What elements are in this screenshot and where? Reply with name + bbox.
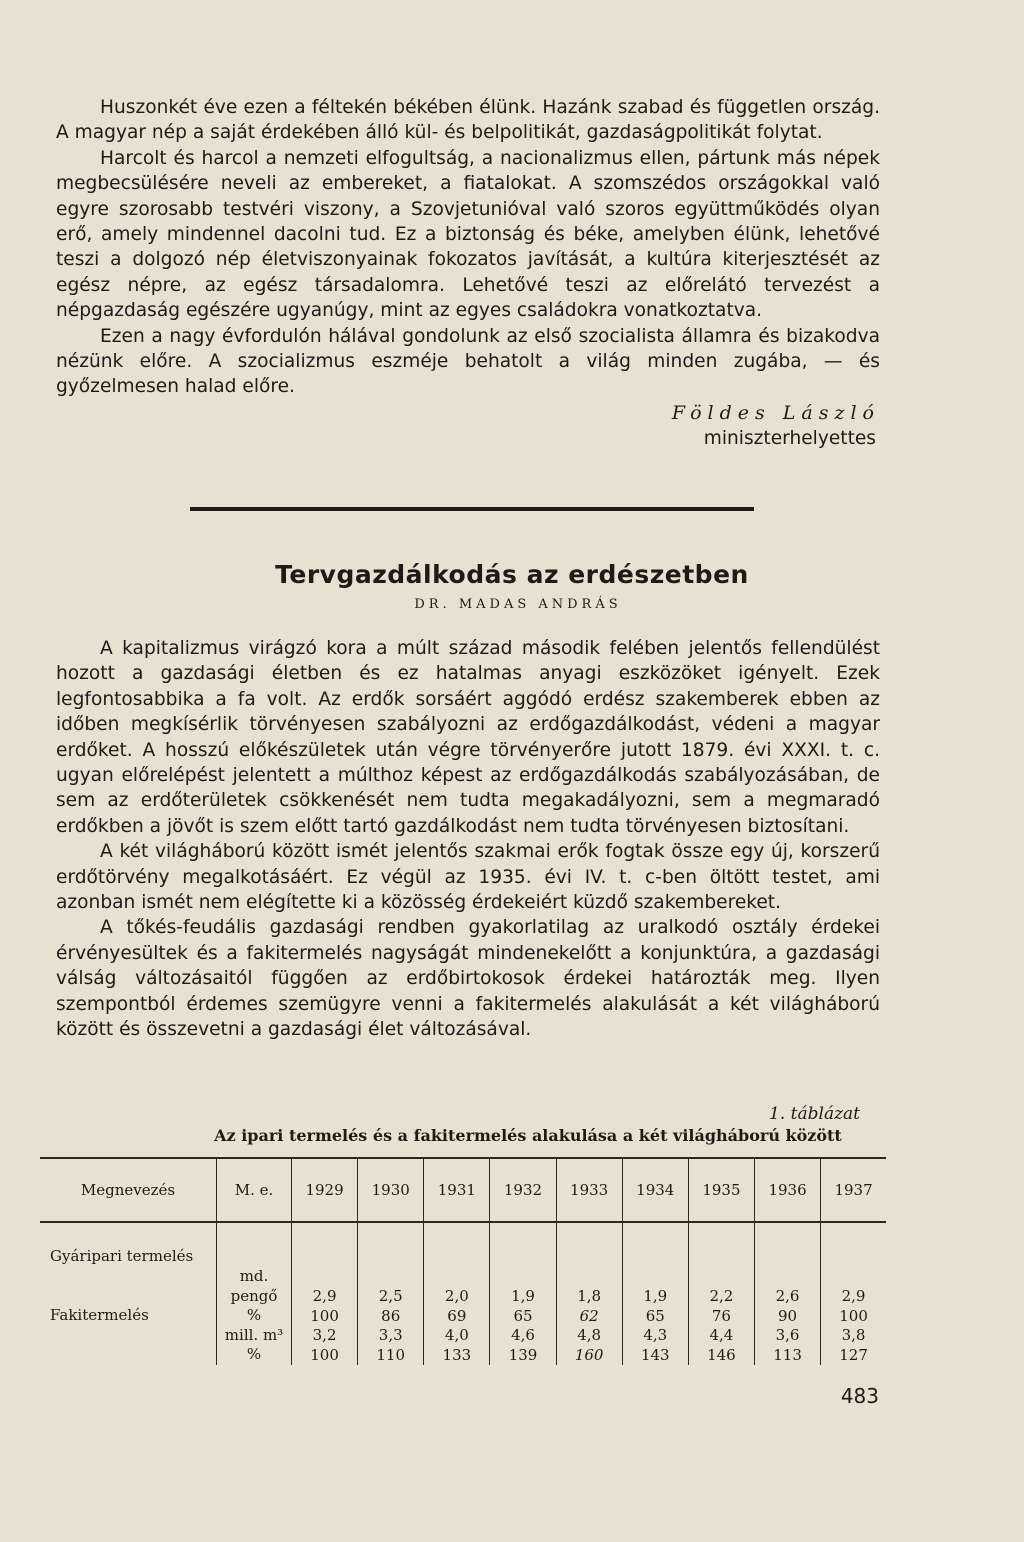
table-cell: 4,0 [444, 1326, 469, 1345]
table-label: 1. táblázat [769, 1104, 860, 1124]
table-header: 1937 [821, 1158, 886, 1222]
table-cell: 2,0 [444, 1287, 469, 1305]
article-paragraph: A tőkés-feudális gazdasági rendben gyakorlatilag az uralkodó osztály érdekei érvényesültek és a fakitermelés nagyságát mindenekelőtt a konjunktúra, a gazdasági válság változásaitól függően az erdőbirtokosok érdekei határozták meg. Ilyen szempontból érdemes szemügyre venni a fakitermelés alakulását a két világháború között és összevetni a gazdasági élet változásával. [56, 917, 880, 1041]
table-header: 1933 [556, 1158, 622, 1222]
row-label: Fakitermelés [50, 1305, 149, 1324]
intro-paragraph: Ezen a nagy évfordulón hálával gondolunk az első szocialista államra és bizakodva nézünk előre. A szocializmus eszméje behatolt a világ minden zugába, — és győzelmesen halad előre. [56, 325, 880, 398]
article-author: DR. MADAS ANDRÁS [414, 597, 622, 612]
table-cell: 65 [645, 1306, 665, 1325]
article-title: Tervgazdálkodás az erdészetben [275, 560, 749, 589]
table-cell: 110 [376, 1345, 406, 1364]
table-cell: 139 [508, 1345, 538, 1364]
table-header: 1931 [424, 1158, 490, 1222]
table-cell: 100 [310, 1306, 339, 1325]
table-cell: 113 [773, 1345, 802, 1364]
article-paragraph: A kapitalizmus virágzó kora a múlt század második felében jelentős fellendülést hozott a gazdasági életben és ez hatalmas anyagi eszközöket igényelt. Ezek legfontosabbika a fa volt. Az erdők sorsáért aggódó erdész szakemberek ebben az időben megkísérlik törvényesen szabályozni az erdőgazdálkodást, védeni a magyar erdőket. A hosszú előkészületek után végre törvényerőre jutott 1879. évi XXXI. t. c. ugyan előrelépést jelentett a múlthoz képest az erdőgazdálkodás szabályozásában, de sem az erdőterületek csökkenését nem tudta megakadályozni, sem a megmaradó erdőkben a jövőt is szem előtt tartó gazdálkodást nem tudta törvényesen biztosítani. [56, 638, 880, 837]
table-cell: 2,9 [312, 1287, 337, 1305]
table-header: 1930 [358, 1158, 424, 1222]
table-header: 1935 [688, 1158, 754, 1222]
signature-name: Földes László [671, 401, 880, 424]
signature [56, 400, 880, 452]
table-cell: 4,8 [577, 1326, 602, 1345]
article-paragraph: A két világháború között ismét jelentős szakmai erők fogtak össze egy új, korszerű erdőtörvény megalkotásáért. Ez végül az 1935. évi IV. t. c-ben öltött testet, ami azonban ismét nem elégítette ki a közösség érdekeiért küzdő szakembereket. [56, 841, 880, 914]
intro-paragraph: Huszonkét éve ezen a féltekén békében élünk. Hazánk szabad és független ország. A magyar nép a saját érdekében álló kül- és belpolitikát, gazdaságpolitikát folytat. [56, 97, 880, 144]
table-header: 1929 [292, 1158, 358, 1222]
table-header: 1932 [490, 1158, 556, 1222]
unit-label: md. pengő [230, 1267, 278, 1305]
table-cell: 3,8 [841, 1326, 866, 1345]
intro-section [56, 95, 880, 452]
table-cell: 4,3 [643, 1326, 668, 1345]
page-number: 483 [840, 1384, 879, 1408]
data-table [40, 1157, 886, 1365]
table-cell: 100 [310, 1345, 339, 1364]
table-cell: 76 [711, 1306, 731, 1325]
row-label: Gyáripari termelés [50, 1247, 194, 1265]
table-cell: 2,5 [378, 1287, 403, 1305]
table-cell: 3,2 [312, 1326, 337, 1345]
intro-paragraph: Harcolt és harcol a nemzeti elfogultság, a nacionalizmus ellen, pártunk más népek megbecsülésére neveli az embereket, a fiatalokat. A szomszédos országokkal való egyre szorosabb testvéri viszony, a Szovjetunióval való szoros együttműködés olyan erő, amely mindennel dacolni tud. Ez a biztonság és béke, amelyben élünk, lehetővé teszi a dolgozó nép életviszonyainak fokozatos javítását, a kultúra kiterjesztését az egész népre, az egész társadalomra. Lehetővé teszi az előrelátó tervezést a népgazdaság egészére ugyanúgy, mint az egyes családokra vonatkoztatva. [56, 147, 880, 322]
table-cell: 100 [839, 1306, 868, 1325]
unit-label: % [246, 1306, 262, 1325]
unit-label: mill. m³ [224, 1325, 284, 1344]
table-cell: 143 [640, 1345, 670, 1364]
table-cell: 4,6 [511, 1326, 535, 1345]
table-cell: 1,9 [511, 1287, 535, 1305]
table-cell: 65 [513, 1306, 533, 1325]
table-cell: 146 [707, 1345, 736, 1364]
table-cell: 2,9 [841, 1287, 866, 1305]
table-header: 1936 [754, 1158, 820, 1222]
table-cell: 90 [778, 1306, 798, 1325]
table-row [40, 1222, 886, 1365]
table-cell: 133 [442, 1345, 472, 1364]
table-cell: 4,4 [709, 1326, 734, 1345]
table-cell: 69 [447, 1306, 467, 1325]
section-divider [190, 507, 754, 511]
signature-title: miniszterhelyettes [703, 427, 876, 449]
table-cell: 86 [381, 1306, 401, 1325]
table-cell: 2,2 [709, 1287, 734, 1305]
table-cell: 3,6 [775, 1326, 800, 1345]
unit-label: % [246, 1345, 262, 1364]
table-header: Megnevezés [40, 1158, 217, 1222]
table-cell: 3,3 [378, 1326, 403, 1345]
table-caption: Az ipari termelés és a fakitermelés alakulása a két világháború között [214, 1126, 842, 1145]
table-header-row [40, 1158, 886, 1222]
table-header: M. e. [217, 1158, 292, 1222]
table-cell: 160 [574, 1345, 604, 1364]
table-cell: 62 [579, 1306, 599, 1325]
table-cell: 1,9 [643, 1287, 668, 1305]
article-body [56, 636, 880, 1043]
table-cell: 2,6 [775, 1287, 800, 1305]
table-cell: 127 [839, 1345, 868, 1364]
table-header: 1934 [622, 1158, 688, 1222]
table-cell: 1,8 [577, 1287, 602, 1305]
